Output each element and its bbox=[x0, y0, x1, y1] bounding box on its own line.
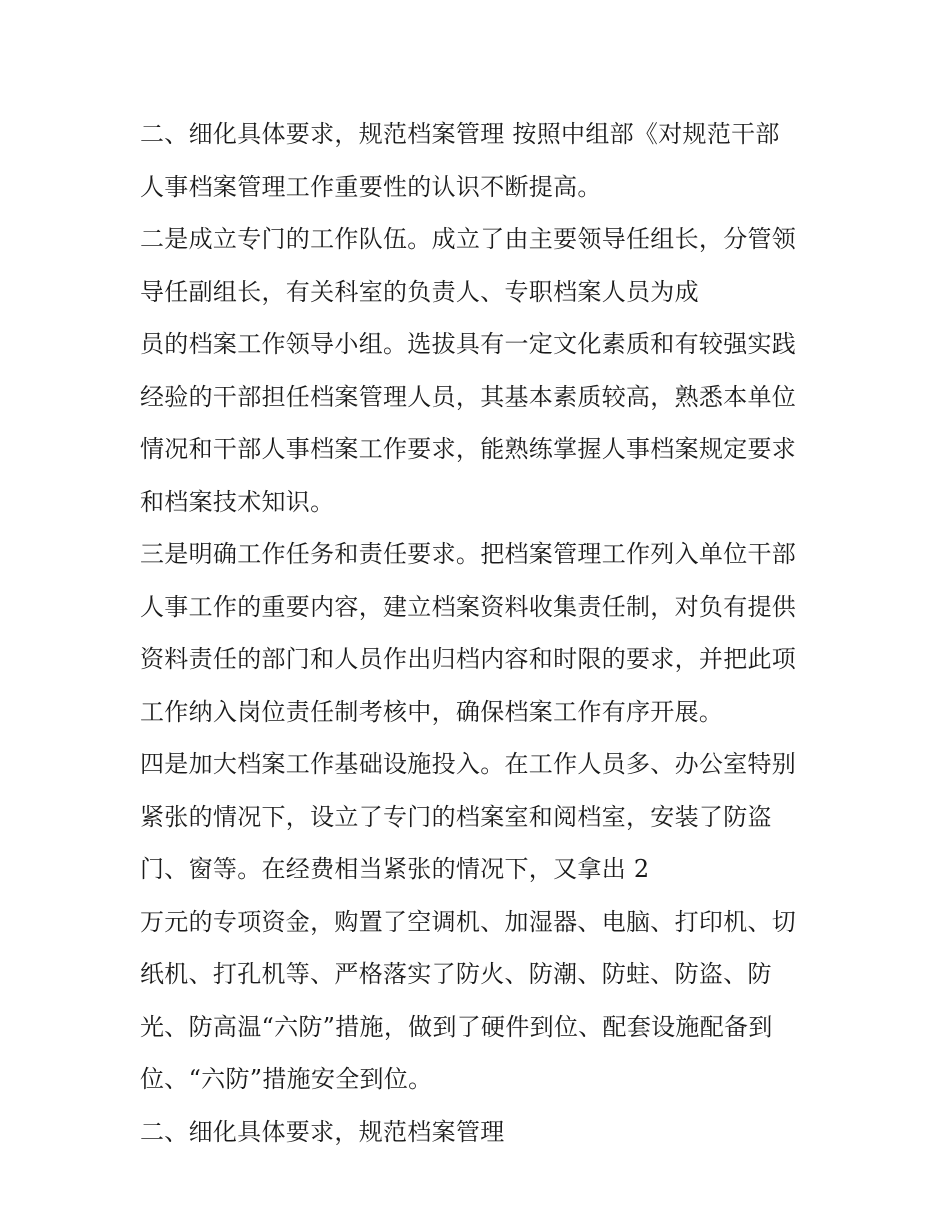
text-line: 光、防高温“六防”措施，做到了硬件到位、配套设施配备到 bbox=[140, 1012, 773, 1041]
text-line: 员的档案工作领导小组。选拔具有一定文化素质和有较强实践 bbox=[140, 330, 797, 358]
text-line: 万元的专项资金，购置了空调机、加湿器、电脑、打印机、切 bbox=[140, 907, 797, 936]
text-line: 三是明确工作任务和责任要求。把档案管理工作列入单位干部 bbox=[140, 540, 797, 568]
text-line: 情况和干部人事档案工作要求，能熟练掌握人事档案规定要求 bbox=[140, 435, 797, 463]
text-line: 二是成立专门的工作队伍。成立了由主要领导任组长，分管领 bbox=[140, 225, 797, 253]
text-line: 工作纳入岗位责任制考核中，确保档案工作有序开展。 bbox=[140, 697, 724, 726]
document-body bbox=[140, 108, 820, 1158]
text-line: 二、细化具体要求，规范档案管理 按照中组部《对规范干部 bbox=[140, 120, 780, 148]
text-line: 和档案技术知识。 bbox=[140, 487, 335, 516]
text-line: 位、“六防”措施安全到位。 bbox=[140, 1065, 433, 1093]
text-line: 紧张的情况下，设立了专门的档案室和阅档室，安装了防盗 bbox=[140, 802, 772, 831]
text-line: 门、窗等。在经费相当紧张的情况下，又拿出 2 bbox=[140, 855, 650, 883]
text-line: 纸机、打孔机等、严格落实了防火、防潮、防蛀、防盗、防 bbox=[140, 960, 772, 988]
text-line: 经验的干部担任档案管理人员，其基本素质较高，熟悉本单位 bbox=[140, 382, 797, 411]
section-heading: 二、细化具体要求，规范档案管理 bbox=[140, 1117, 505, 1146]
text-line: 导任副组长，有关科室的负责人、专职档案人员为成 bbox=[140, 277, 699, 306]
text-line: 人事工作的重要内容，建立档案资料收集责任制，对负有提供 bbox=[140, 592, 797, 621]
text-line: 人事档案管理工作重要性的认识不断提高。 bbox=[140, 172, 602, 201]
text-line: 资料责任的部门和人员作出归档内容和时限的要求，并把此项 bbox=[140, 645, 797, 673]
text-line: 四是加大档案工作基础设施投入。在工作人员多、办公室特别 bbox=[140, 750, 797, 778]
